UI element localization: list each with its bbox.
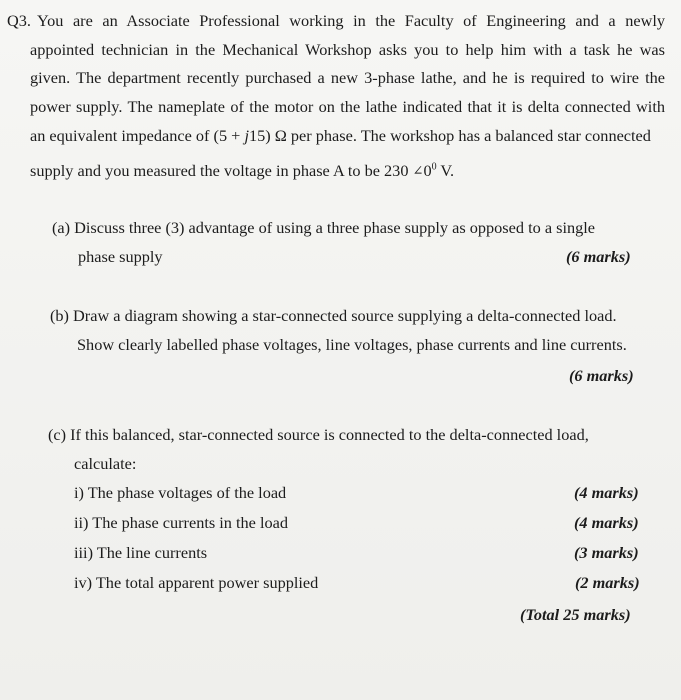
part-c-item-3-marks: (3 marks): [574, 543, 639, 562]
intro-line-4: power supply. The nameplate of the motor on the lathe indicated that it is delta connected with: [30, 97, 665, 116]
part-a-line-1: (a) Discuss three (3) advantage of using a three phase supply as opposed to a single: [52, 218, 596, 237]
part-a-marks: (6 marks): [566, 247, 631, 266]
intro-line-1: You are an Associate Professional working in the Faculty of Engineering and a newly: [37, 11, 665, 30]
part-c-item-4: iv) The total apparent power supplied: [74, 573, 319, 592]
angle-icon: ∠: [412, 163, 424, 178]
part-c-item-1: i) The phase voltages of the load: [74, 483, 287, 502]
part-b-marks: (6 marks): [569, 366, 634, 385]
impedance-suffix: per phase. The workshop has a balanced star connected: [286, 126, 651, 145]
part-b-line-2: Show clearly labelled phase voltages, line voltages, phase currents and line currents.: [77, 335, 627, 354]
angle-value: 0: [423, 161, 432, 180]
impedance-value: 15) Ω: [248, 126, 287, 145]
part-c-item-2-marks: (4 marks): [574, 513, 639, 532]
part-c-line-2: calculate:: [74, 454, 137, 473]
impedance-prefix: an equivalent impedance of (5 +: [30, 126, 245, 145]
voltage-prefix: supply and you measured the voltage in phase A to be 230: [30, 161, 413, 180]
voltage-suffix: V.: [436, 161, 455, 180]
imaginary-j: j: [244, 126, 249, 145]
part-c-line-1: (c) If this balanced, star-connected source is connected to the delta-connected load,: [48, 425, 589, 444]
intro-line-6: [30, 161, 454, 182]
intro-line-3: given. The department recently purchased a new 3-phase lathe, and he is required to wire the: [30, 68, 665, 87]
degree-superscript: 0: [431, 161, 437, 173]
question-number: Q3.: [7, 11, 31, 30]
intro-line-2: appointed technician in the Mechanical Workshop asks you to help him with a task he was: [30, 40, 665, 59]
part-b-line-1: (b) Draw a diagram showing a star-connected source supplying a delta-connected load.: [50, 306, 617, 325]
intro-line-5: [30, 126, 670, 146]
part-c-item-2: ii) The phase currents in the load: [74, 513, 289, 532]
part-c-item-4-marks: (2 marks): [575, 573, 640, 592]
part-c-item-3: iii) The line currents: [74, 543, 208, 562]
part-a-line-2: phase supply: [78, 247, 163, 266]
part-c-item-1-marks: (4 marks): [574, 483, 639, 502]
total-marks: (Total 25 marks): [520, 605, 631, 624]
